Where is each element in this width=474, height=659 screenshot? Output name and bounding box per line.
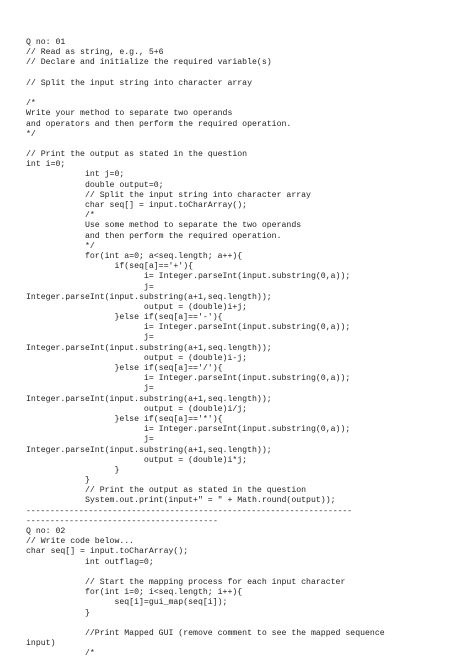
code-line: char seq[] = input.toCharArray(); bbox=[26, 201, 248, 210]
code-line: -------------------------------------------------------------------- bbox=[26, 506, 352, 516]
code-line bbox=[26, 619, 466, 629]
code-line: i= Integer.parseInt(input.substring(0,a)); bbox=[26, 272, 351, 282]
code-line: and then perform the required operation. bbox=[26, 231, 282, 241]
code-line: // Read as string, e.g., 5+6 bbox=[26, 48, 164, 58]
code-line: // Split the input string into character array bbox=[26, 78, 253, 88]
code-line: */ bbox=[26, 241, 95, 251]
code-line: /* bbox=[26, 99, 36, 109]
code-line: Q no: 02 bbox=[26, 527, 66, 536]
code-line: } bbox=[26, 608, 90, 618]
code-line: } bbox=[26, 476, 90, 486]
code-line: if(seq[a]=='+'){ bbox=[26, 262, 194, 272]
code-line: i= Integer.parseInt(input.substring(0,a)); bbox=[26, 374, 351, 384]
code-line: output = (double)i-j; bbox=[26, 353, 248, 363]
code-line: /* bbox=[26, 649, 95, 659]
code-line: } bbox=[26, 465, 120, 475]
code-line: // Declare and initialize the required variable(s) bbox=[26, 58, 272, 68]
code-line: and operators and then perform the required operation. bbox=[26, 119, 292, 129]
code-line: /* bbox=[26, 211, 95, 221]
code-line: output = (double)i*j; bbox=[26, 455, 248, 465]
code-line: Use some method to separate the two operands bbox=[26, 221, 302, 231]
code-line bbox=[26, 69, 466, 79]
code-line: i= Integer.parseInt(input.substring(0,a)); bbox=[26, 323, 351, 333]
code-line: // Print the output as stated in the question bbox=[26, 150, 248, 160]
code-line bbox=[26, 89, 466, 99]
code-line: j= bbox=[26, 333, 154, 343]
code-line: input) bbox=[26, 639, 56, 649]
code-line: System.out.print(input+" = " + Math.round(output)); bbox=[26, 496, 336, 506]
code-line: j= bbox=[26, 384, 154, 394]
code-line: output = (double)i/j; bbox=[26, 404, 248, 414]
code-line: // Start the mapping process for each input character bbox=[26, 577, 346, 587]
code-line: Integer.parseInt(input.substring(a+1,seq.length)); bbox=[26, 394, 272, 404]
code-line: seq[i]=gui_map(seq[i]); bbox=[26, 598, 228, 608]
code-document bbox=[26, 38, 466, 659]
code-line: i= Integer.parseInt(input.substring(0,a)); bbox=[26, 425, 351, 435]
code-line: // Split the input string into character array bbox=[26, 190, 311, 200]
code-line bbox=[26, 568, 466, 578]
code-line: Q no: 01 bbox=[26, 38, 66, 47]
code-line: Integer.parseInt(input.substring(a+1,seq.length)); bbox=[26, 445, 272, 455]
code-line: int j=0; bbox=[26, 170, 125, 180]
code-line: char seq[] = input.toCharArray(); bbox=[26, 547, 189, 557]
code-line: int i=0; bbox=[26, 160, 66, 170]
code-line: ---------------------------------------- bbox=[26, 516, 218, 526]
code-line: Integer.parseInt(input.substring(a+1,seq.length)); bbox=[26, 343, 272, 353]
code-line: // Print the output as stated in the question bbox=[26, 486, 307, 496]
code-line: Write your method to separate two operands bbox=[26, 109, 233, 119]
code-line: j= bbox=[26, 435, 154, 445]
code-line: Integer.parseInt(input.substring(a+1,seq.length)); bbox=[26, 292, 272, 302]
code-line: }else if(seq[a]=='-'){ bbox=[26, 313, 223, 323]
code-line: // Write code below... bbox=[26, 537, 135, 547]
code-line: for(int i=0; i<seq.length; i++){ bbox=[26, 588, 243, 598]
code-line: j= bbox=[26, 282, 154, 292]
code-line: //Print Mapped GUI (remove comment to see the mapped sequence bbox=[26, 628, 385, 638]
code-line: int outflag=0; bbox=[26, 557, 154, 567]
code-line bbox=[26, 140, 466, 150]
code-line: }else if(seq[a]=='/'){ bbox=[26, 364, 223, 373]
code-line: */ bbox=[26, 129, 36, 139]
code-line: double output=0; bbox=[26, 180, 164, 190]
code-line: output = (double)i+j; bbox=[26, 302, 248, 312]
code-line: }else if(seq[a]=='*'){ bbox=[26, 414, 223, 424]
code-line: for(int a=0; a<seq.length; a++){ bbox=[26, 251, 243, 261]
